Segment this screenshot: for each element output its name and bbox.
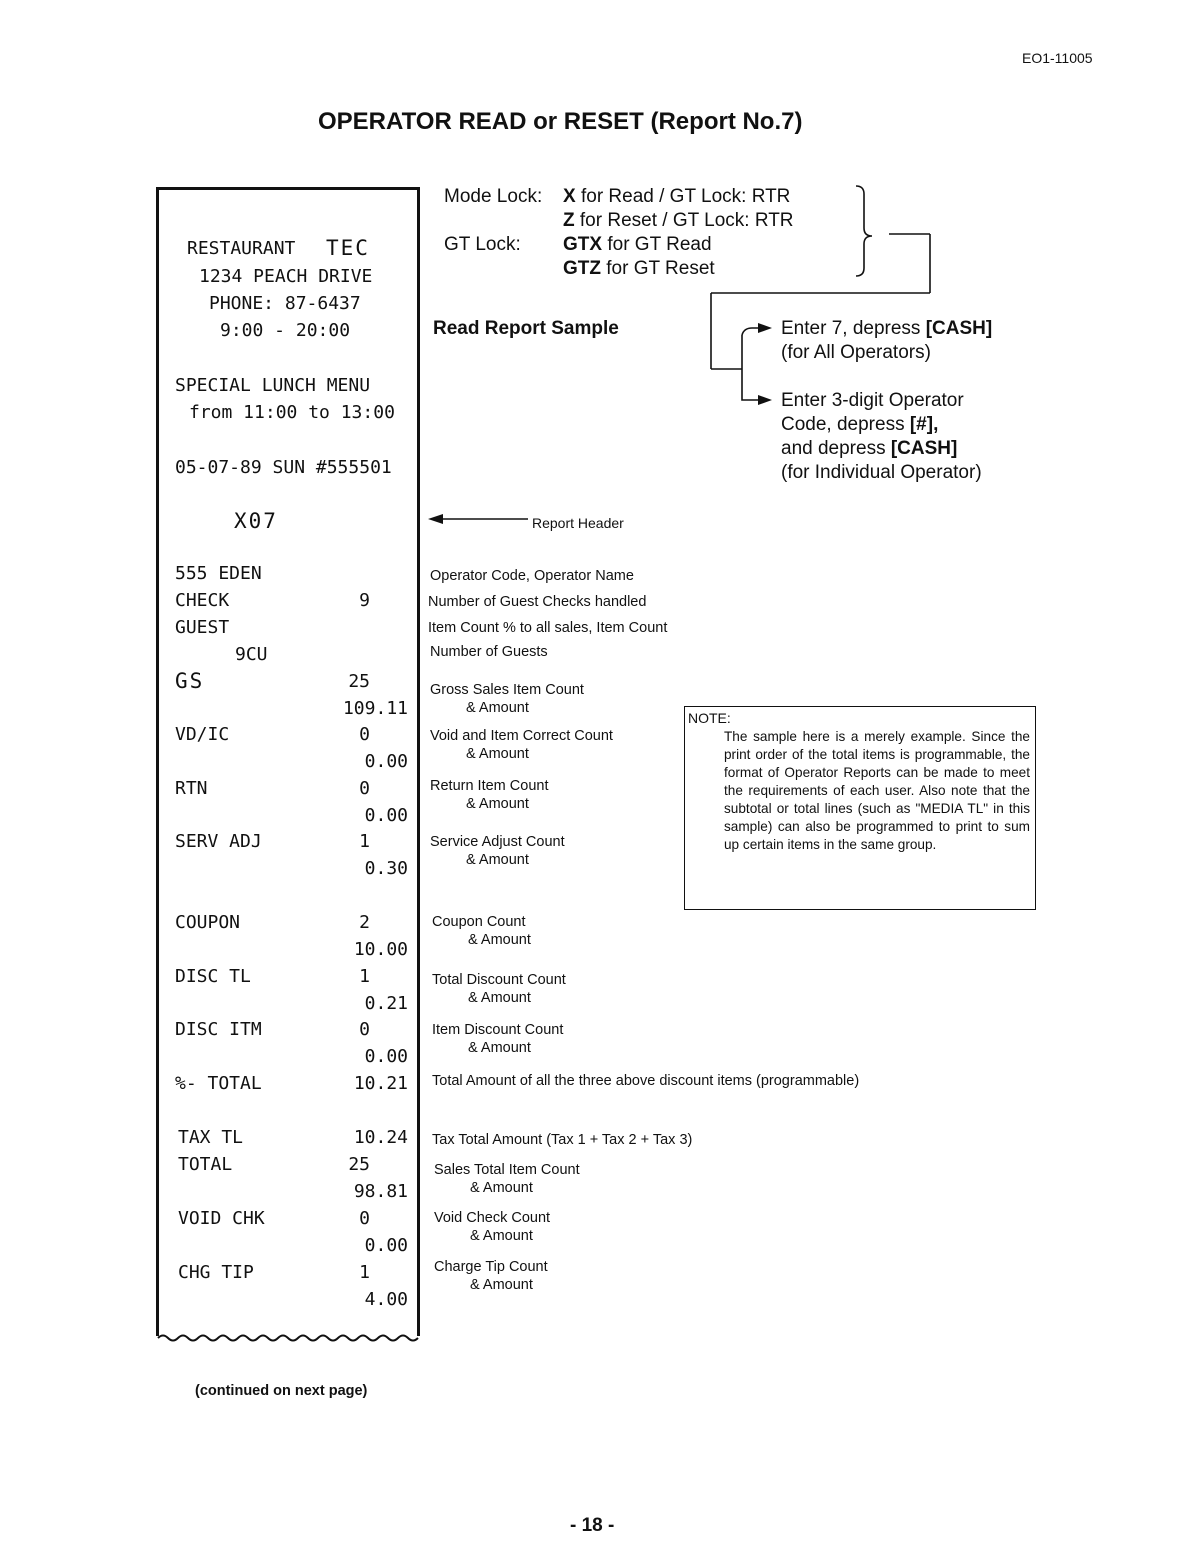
note-text: The sample here is a merely example. Since the print order of the total items is programmable, the format of Operator Reports can be made to meet the requirements of each user. Also note that the subtotal or total lines (such as "MEDIA TL" in this sample) can also be programmed to print to sum up certain items in the same group. xyxy=(724,729,1030,852)
receipt-disctl-amount: 0.21 xyxy=(364,993,408,1014)
receipt-voidchk-amount: 0.00 xyxy=(364,1235,408,1256)
desc-rtn-amount: & Amount xyxy=(466,796,529,812)
receipt-check-label: CHECK xyxy=(175,590,230,611)
receipt-hours: 9:00 - 20:00 xyxy=(220,320,351,341)
receipt-pct-label: %- TOTAL xyxy=(175,1073,262,1094)
receipt-chgtip-amount: 4.00 xyxy=(364,1289,408,1310)
document-id: EO1-11005 xyxy=(1022,50,1093,66)
receipt-serv-amount: 0.30 xyxy=(364,858,408,879)
report-header-label: Report Header xyxy=(532,515,624,531)
receipt-total-count: 25 xyxy=(348,1154,370,1175)
desc-pct-total: Total Amount of all the three above discount items (programmable) xyxy=(432,1073,860,1089)
arrow-step2 xyxy=(758,395,772,405)
desc-disc-itm: Item Discount Count xyxy=(432,1022,564,1038)
receipt-pct-amount: 10.21 xyxy=(353,1073,408,1094)
receipt-restaurant: RESTAURANT xyxy=(187,238,296,259)
desc-gs: Gross Sales Item Count xyxy=(430,682,584,698)
desc-gs-amount: & Amount xyxy=(466,700,529,716)
desc-disc-tl: Total Discount Count xyxy=(432,972,566,988)
desc-void-chk-amount: & Amount xyxy=(470,1228,533,1244)
step1-instruction: Enter 7, depress [CASH] xyxy=(781,318,993,339)
continued-note: (continued on next page) xyxy=(195,1383,368,1399)
branch-line xyxy=(742,335,760,400)
receipt-total-amount: 98.81 xyxy=(353,1181,408,1202)
desc-total: Sales Total Item Count xyxy=(434,1162,580,1178)
receipt-operator: 555 EDEN xyxy=(175,563,262,584)
desc-disc-tl-amount: & Amount xyxy=(468,990,531,1006)
receipt-vdic-count: 0 xyxy=(359,724,370,745)
desc-tax: Tax Total Amount (Tax 1 + Tax 2 + Tax 3) xyxy=(432,1132,693,1148)
desc-guests: Number of Guests xyxy=(430,644,548,660)
receipt-rtn-amount: 0.00 xyxy=(364,805,408,826)
mode-lock-label: Mode Lock: xyxy=(444,186,543,207)
receipt-report-code: X07 xyxy=(234,509,278,533)
desc-check: Number of Guest Checks handled xyxy=(428,594,647,610)
page-title: OPERATOR READ or RESET (Report No.7) xyxy=(318,108,803,135)
gt-lock-gtz: GTZ for GT Reset xyxy=(563,258,715,279)
receipt-tax-amount: 10.24 xyxy=(353,1127,408,1148)
receipt-rtn-count: 0 xyxy=(359,778,370,799)
step2-line2: Code, depress [#], xyxy=(781,414,939,435)
step2-line1: Enter 3-digit Operator xyxy=(781,390,964,411)
receipt-tax-label: TAX TL xyxy=(178,1127,244,1148)
mode-lock-z: Z for Reset / GT Lock: RTR xyxy=(563,210,794,231)
receipt-coupon-label: COUPON xyxy=(175,912,241,933)
desc-rtn: Return Item Count xyxy=(430,778,549,794)
desc-void-chk: Void Check Count xyxy=(434,1210,551,1226)
receipt-chgtip-count: 1 xyxy=(359,1262,370,1283)
receipt-address: 1234 PEACH DRIVE xyxy=(199,266,373,287)
receipt-vdic-amount: 0.00 xyxy=(364,751,408,772)
receipt-menu-title: SPECIAL LUNCH MENU xyxy=(175,375,371,396)
arrow-step1 xyxy=(758,323,772,333)
receipt-gs-label: GS xyxy=(175,669,205,693)
receipt-disctl-label: DISC TL xyxy=(175,966,251,987)
step2-line3: and depress [CASH] xyxy=(781,438,958,459)
page-number: - 18 - xyxy=(570,1515,615,1536)
desc-item-count: Item Count % to all sales, Item Count xyxy=(428,620,668,636)
receipt-gs-count: 25 xyxy=(348,671,370,692)
receipt-disctl-count: 1 xyxy=(359,966,370,987)
receipt-guest-value: 9CU xyxy=(235,644,268,665)
desc-serv: Service Adjust Count xyxy=(430,834,565,850)
step1-note: (for All Operators) xyxy=(781,342,931,363)
branch-line xyxy=(742,328,760,335)
receipt-date-line: 05-07-89 SUN #555501 xyxy=(175,457,392,478)
desc-operator: Operator Code, Operator Name xyxy=(430,568,634,584)
arrow-report-header xyxy=(428,514,443,524)
mode-lock-brace xyxy=(856,186,872,276)
mode-lock-x: X for Read / GT Lock: RTR xyxy=(563,186,791,207)
receipt-check-value: 9 xyxy=(359,590,370,611)
desc-disc-itm-amount: & Amount xyxy=(468,1040,531,1056)
desc-void-ic: Void and Item Correct Count xyxy=(430,728,613,744)
receipt-discitm-label: DISC ITM xyxy=(175,1019,262,1040)
receipt-rtn-label: RTN xyxy=(175,778,208,799)
note-box xyxy=(684,706,1036,910)
receipt-discitm-amount: 0.00 xyxy=(364,1046,408,1067)
desc-total-amount: & Amount xyxy=(470,1180,533,1196)
receipt-chgtip-label: CHG TIP xyxy=(178,1262,254,1283)
desc-coupon: Coupon Count xyxy=(432,914,526,930)
receipt-vdic-label: VD/IC xyxy=(175,724,230,745)
gt-lock-label: GT Lock: xyxy=(444,234,521,255)
receipt-serv-count: 1 xyxy=(359,831,370,852)
gt-lock-gtx: GTX for GT Read xyxy=(563,234,712,255)
receipt-total-label: TOTAL xyxy=(178,1154,233,1175)
receipt-coupon-amount: 10.00 xyxy=(353,939,408,960)
receipt-voidchk-label: VOID CHK xyxy=(178,1208,265,1229)
receipt-voidchk-count: 0 xyxy=(359,1208,370,1229)
step2-note: (for Individual Operator) xyxy=(781,462,982,483)
receipt-guest-label: GUEST xyxy=(175,617,230,638)
read-report-sample-heading: Read Report Sample xyxy=(433,318,619,339)
desc-chg-tip: Charge Tip Count xyxy=(434,1259,548,1275)
desc-serv-amount: & Amount xyxy=(466,852,529,868)
note-title: NOTE: xyxy=(688,710,731,726)
receipt-coupon-count: 2 xyxy=(359,912,370,933)
desc-void-ic-amount: & Amount xyxy=(466,746,529,762)
desc-coupon-amount: & Amount xyxy=(468,932,531,948)
receipt-menu-time: from 11:00 to 13:00 xyxy=(189,402,395,423)
receipt-gs-amount: 109.11 xyxy=(342,698,408,719)
receipt-serv-label: SERV ADJ xyxy=(175,831,262,852)
receipt-discitm-count: 0 xyxy=(359,1019,370,1040)
desc-chg-tip-amount: & Amount xyxy=(470,1277,533,1293)
receipt-brand: TEC xyxy=(326,236,370,260)
receipt-phone: PHONE: 87-6437 xyxy=(209,293,361,314)
